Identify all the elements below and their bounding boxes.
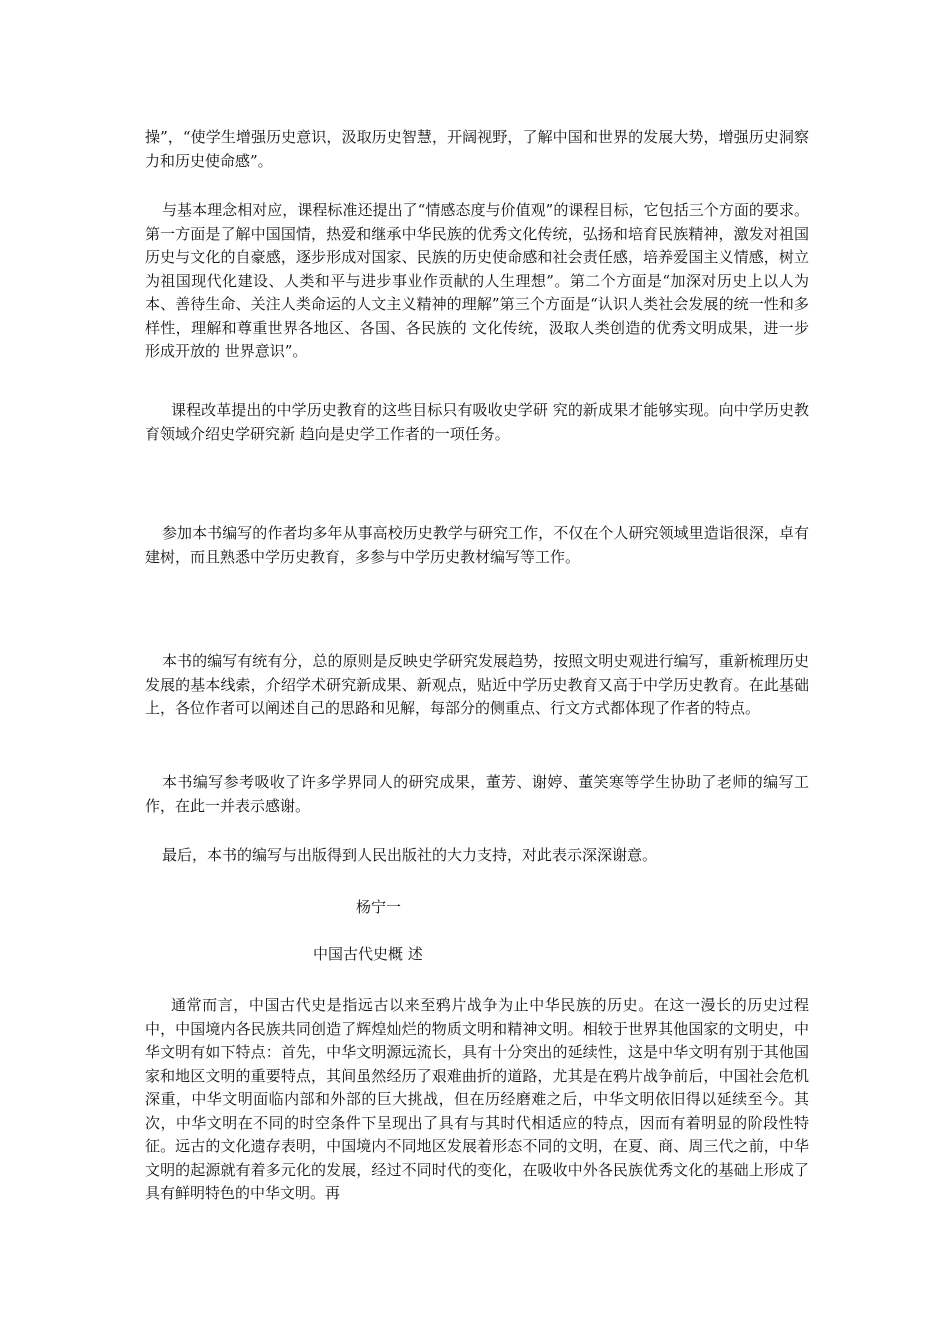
author-signature: 杨宁一 — [356, 898, 402, 916]
paragraph-reform-goals: 课程改革提出的中学历史教育的这些目标只有吸收史学研 究的新成果才能够实现。向中学历史教育领域介绍史学研究新 趋向是史学工作者的一项任务。 — [145, 401, 809, 443]
section-title: 中国古代史概 述 — [313, 945, 423, 963]
paragraph-compilation-principles: 本书的编写有统有分，总的原则是反映史学研究发展趋势，按照文明史观进行编写，重新梳理历史发展的基本线索，介绍学术研究新成果、新观点，贴近中学历史教育又高于中学历史教育。在此基础上，各位作者可以阐述自己的思路和见解，每部分的侧重点、行文方式都体现了作者的特点。 — [145, 652, 809, 717]
paragraph-acknowledgement-publisher: 最后，本书的编写与出版得到人民出版社的大力支持，对此表示深深谢意。 — [162, 846, 658, 864]
paragraph-acknowledgement-colleagues: 本书编写参考吸收了许多学界同人的研究成果，董芳、谢婷、董笑寒等学生协助了老师的编写工作，在此一并表示感谢。 — [145, 773, 809, 815]
paragraph-ancient-history-overview: 通常而言，中国古代史是指远古以来至鸦片战争为止中华民族的历史。在这一漫长的历史过程中，中国境内各民族共同创造了辉煌灿烂的物质文明和精神文明。相较于世界其他国家的文明史，中华文明有如下特点：首先，中华文明源远流长，具有十分突出的延续性，这是中华文明有别于其他国家和地区文明的重要特点，其间虽然经历了艰难曲折的道路，尤其是在鸦片战争前后，中国社会危机深重，中华文明面临内部和外部的巨大挑战，但在历经磨难之后，中华文明依旧得以延续至今。其次，中华文明在不同的时空条件下呈现出了具有与其时代相适应的特点，因而有着明显的阶段性特征。远古的文化遗存表明，中国境内不同地区发展着形态不同的文明，在夏、商、周三代之前，中华文明的起源就有着多元化的发展，经过不同时代的变化，在吸收中外各民族优秀文化的基础上形成了具有鲜明特色的中华文明。再 — [145, 996, 809, 1202]
paragraph-quote-continuation: 操”，“使学生增强历史意识，汲取历史智慧，开阔视野，了解中国和世界的发展大势，增强历史洞察力和历史使命感”。 — [145, 128, 809, 170]
paragraph-authors: 参加本书编写的作者均多年从事高校历史教学与研究工作，不仅在个人研究领域里造诣很深，卓有建树，而且熟悉中学历史教育，多参与中学历史教材编写等工作。 — [145, 524, 809, 566]
paragraph-course-objectives: 与基本理念相对应，课程标准还提出了“情感态度与价值观”的课程目标，它包括三个方面的要求。第一方面是了解中国国情，热爱和继承中华民族的优秀文化传统，弘扬和培育民族精神，激发对祖国历史与文化的自豪感，逐步形成对国家、民族的历史使命感和社会责任感，培养爱国主义情感，树立为祖国现代化建设、人类和平与进步事业作贡献的人生理想”。第二个方面是“加深对历史上以人为本、善待生命、关注人类命运的人文主义精神的理解”第三个方面是“认识人类社会发展的统一性和多样性，理解和尊重世界各地区、各国、各民族的 文化传统，汲取人类创造的优秀文明成果，进一步形成开放的 世界意识”。 — [145, 201, 809, 360]
